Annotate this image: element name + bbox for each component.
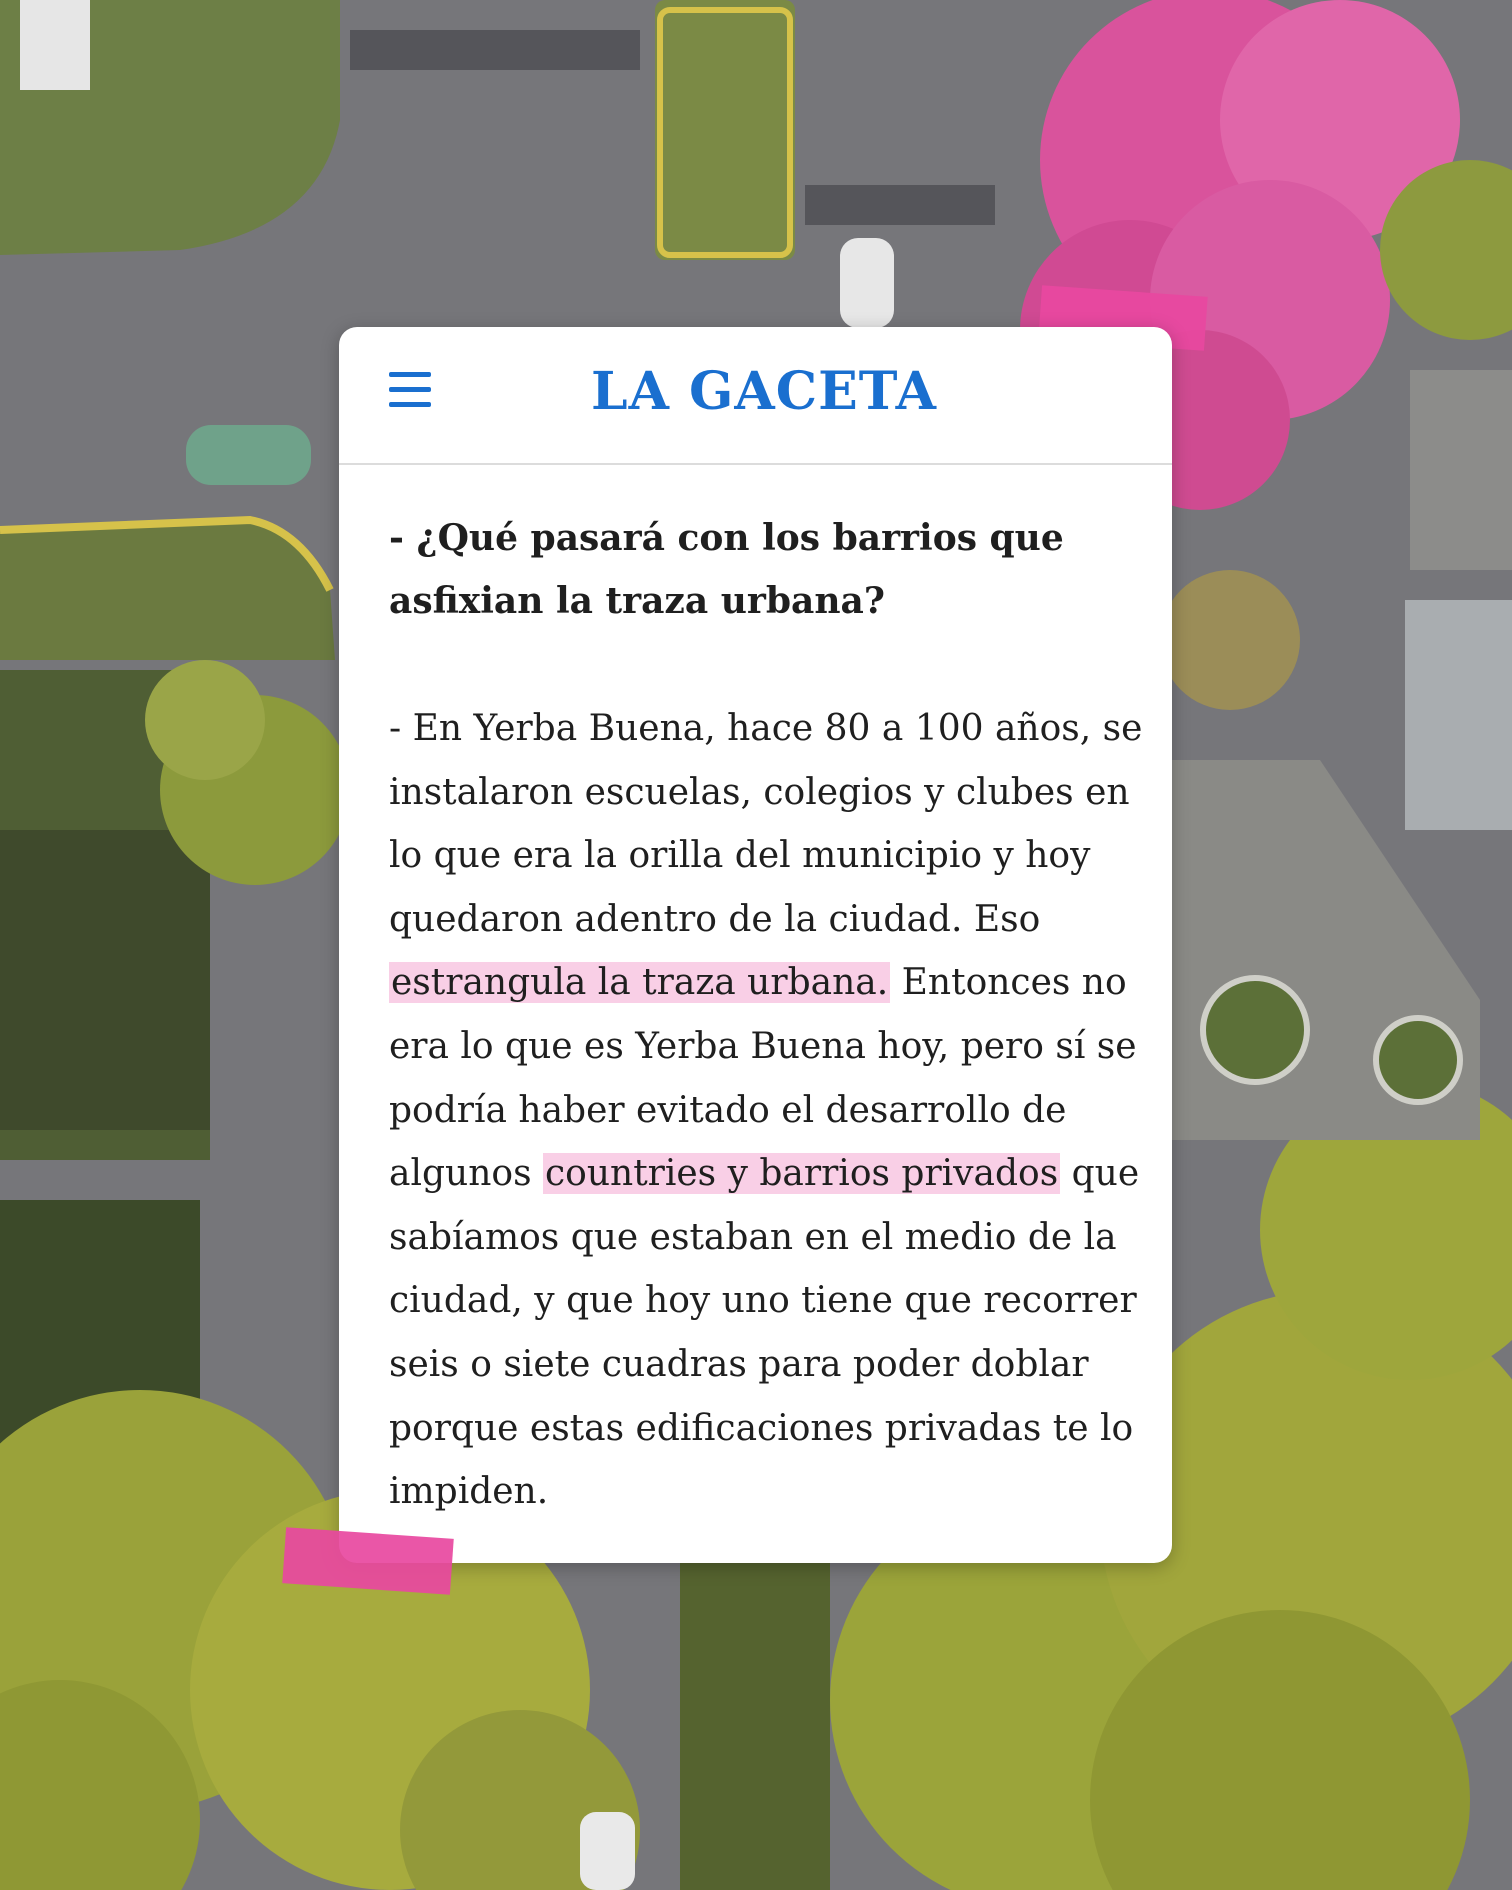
- pink-tape-bottom: [282, 1527, 453, 1595]
- interview-question: - ¿Qué pasará con los barrios que asfixian la traza urbana?: [389, 517, 1064, 622]
- site-header: [339, 327, 1172, 465]
- highlighted-text: countries y barrios privados: [544, 1153, 1059, 1195]
- menu-line-icon: [389, 402, 431, 407]
- answer-text: Entonces no era lo que es Yerba Buena hoy, pero sí se podría haber evitado el desarrollo de algunos: [389, 962, 1137, 1195]
- article-card: [339, 327, 1172, 1563]
- interview-answer: [389, 697, 1149, 1524]
- article-body: [389, 507, 1149, 1524]
- answer-text: que sabíamos que estaban en el medio de la ciudad, y que hoy uno tiene que recorrer seis o siete cuadras para poder doblar porque estas edificaciones privadas te lo impiden.: [389, 1153, 1140, 1513]
- highlighted-text: estrangula la traza urbana.: [391, 962, 889, 1004]
- site-logo[interactable]: LA GACETA: [591, 361, 937, 422]
- menu-line-icon: [389, 387, 431, 392]
- hamburger-menu-icon[interactable]: [389, 372, 431, 408]
- answer-text: - En Yerba Buena, hace 80 a 100 años, se instalaron escuelas, colegios y clubes en lo que era la orilla del municipio y hoy quedaron adentro de la ciudad. Eso: [389, 708, 1143, 940]
- menu-line-icon: [389, 372, 431, 377]
